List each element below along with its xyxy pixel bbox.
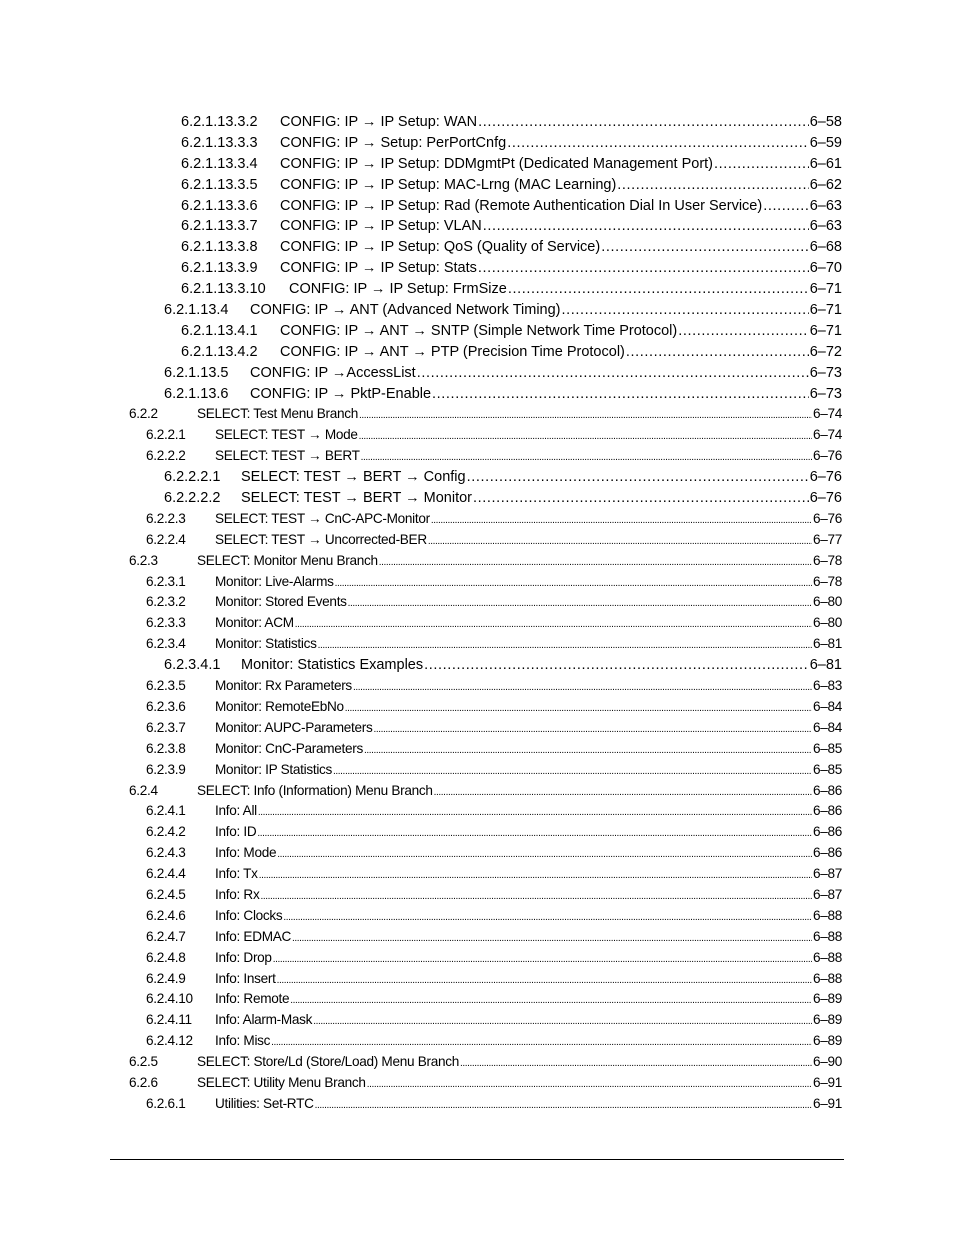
toc-dot-leader — [333, 762, 812, 783]
toc-entry-page: 6–71 — [809, 281, 842, 298]
toc-dot-leader — [361, 448, 812, 469]
toc-entry-title: Info: ID — [215, 822, 257, 843]
toc-entry-title: CONFIG: IP → IP Setup: QoS (Quality of Service) — [280, 237, 601, 258]
toc-dot-leader — [273, 950, 812, 971]
toc-dot-leader — [617, 175, 808, 196]
toc-entry-page: 6–89 — [812, 991, 842, 1007]
toc-entry-page: 6–84 — [812, 698, 842, 714]
toc-entry-body — [280, 112, 842, 133]
toc-entry-title: Monitor: RemoteEbNo — [215, 697, 345, 718]
toc-entry-number: 6.2.4.2 — [146, 824, 186, 840]
toc-entry[interactable] — [0, 989, 954, 1010]
toc-entry-number: 6.2.1.13.4.1 — [181, 322, 258, 339]
toc-entry-body — [280, 175, 842, 196]
toc-entry-body — [241, 488, 842, 509]
toc-entry-title: Info: Mode — [215, 843, 277, 864]
toc-entry-title: SELECT: Monitor Menu Branch — [197, 551, 379, 572]
toc-dot-leader — [763, 196, 809, 217]
toc-entry[interactable] — [0, 760, 954, 781]
toc-dot-leader — [335, 574, 812, 595]
toc-entry[interactable] — [0, 885, 954, 906]
toc-entry-page: 6–70 — [809, 260, 842, 277]
toc-entry[interactable] — [0, 781, 954, 802]
toc-entry-page: 6–87 — [812, 866, 842, 882]
toc-entry[interactable] — [0, 488, 954, 509]
toc-entry-page: 6–74 — [812, 427, 842, 443]
toc-entry-number: 6.2.3.8 — [146, 740, 186, 756]
toc-entry-number: 6.2.2.3 — [146, 510, 186, 526]
toc-dot-leader — [432, 384, 809, 405]
toc-entry-body — [215, 948, 842, 971]
toc-entry-title: Monitor: Statistics Examples — [241, 655, 424, 676]
toc-entry[interactable] — [0, 342, 954, 363]
toc-dot-leader — [359, 406, 812, 427]
toc-entry-page: 6–88 — [812, 928, 842, 944]
toc-entry-body — [250, 300, 842, 321]
toc-entry-number: 6.2.2 — [129, 406, 158, 422]
toc-entry-title: Info: Clocks — [215, 906, 283, 927]
toc-entry[interactable] — [0, 154, 954, 175]
toc-entry-page: 6–62 — [809, 176, 842, 193]
toc-entry-number: 6.2.1.13.4.2 — [181, 343, 258, 360]
toc-entry-page: 6–59 — [809, 134, 842, 151]
toc-entry-number: 6.2.4.5 — [146, 886, 186, 902]
toc-entry-title: CONFIG: IP → ANT → PTP (Precision Time Protocol) — [280, 342, 626, 363]
toc-entry[interactable] — [0, 906, 954, 927]
toc-entry-number: 6.2.4.8 — [146, 949, 186, 965]
toc-entry-page: 6–77 — [812, 531, 842, 547]
toc-entry-body — [215, 572, 842, 595]
toc-entry[interactable] — [0, 655, 954, 676]
toc-entry-page: 6–76 — [809, 490, 842, 507]
toc-entry-title: Info: Misc — [215, 1031, 271, 1052]
toc-entry-body — [215, 509, 842, 532]
toc-entry-body — [289, 279, 842, 300]
toc-dot-leader — [478, 112, 809, 133]
toc-entry-number: 6.2.1.13.4 — [164, 302, 229, 319]
toc-entry-title: CONFIG: IP → PktP-Enable — [250, 384, 432, 405]
toc-entry[interactable] — [0, 112, 954, 133]
toc-entry[interactable] — [0, 1094, 954, 1115]
toc-entry-number: 6.2.3 — [129, 552, 158, 568]
toc-dot-leader — [473, 488, 809, 509]
toc-entry-page: 6–71 — [809, 302, 842, 319]
toc-entry-body — [215, 1094, 842, 1117]
toc-entry[interactable] — [0, 864, 954, 885]
toc-dot-leader — [271, 1033, 812, 1054]
toc-entry-body — [280, 258, 842, 279]
toc-entry-title: SELECT: Store/Ld (Store/Load) Menu Branch — [197, 1052, 460, 1073]
toc-entry-page: 6–76 — [812, 448, 842, 464]
toc-entry-title: Monitor: Statistics — [215, 634, 318, 655]
toc-dot-leader — [367, 1075, 812, 1096]
toc-entry[interactable] — [0, 969, 954, 990]
toc-dot-leader — [258, 803, 812, 824]
toc-entry-title: Monitor: AUPC-Parameters — [215, 718, 374, 739]
toc-entry[interactable] — [0, 1010, 954, 1031]
toc-entry-number: 6.2.1.13.3.5 — [181, 176, 258, 193]
toc-entry-page: 6–78 — [812, 573, 842, 589]
toc-entry-number: 6.2.2.4 — [146, 531, 186, 547]
toc-entry-title: CONFIG: IP → IP Setup: MAC-Lrng (MAC Learning) — [280, 175, 617, 196]
toc-entry-title: CONFIG: IP → ANT (Advanced Network Timing) — [250, 300, 562, 321]
toc-entry[interactable] — [0, 446, 954, 467]
toc-entry-page: 6–90 — [812, 1054, 842, 1070]
footer-rule — [110, 1159, 844, 1160]
toc-entry[interactable] — [0, 697, 954, 718]
toc-entry-body — [215, 1010, 842, 1033]
toc-dot-leader — [428, 532, 812, 553]
toc-dot-leader — [562, 300, 809, 321]
toc-entry[interactable] — [0, 1073, 954, 1094]
toc-entry-title: SELECT: TEST → BERT → Config — [241, 467, 467, 488]
toc-entry-body — [215, 1031, 842, 1054]
toc-entry[interactable] — [0, 843, 954, 864]
toc-entry-body — [241, 467, 842, 488]
toc-entry-body — [241, 655, 842, 676]
toc-entry-page: 6–80 — [812, 615, 842, 631]
toc-entry-title: CONFIG: IP → Setup: PerPortCnfg — [280, 133, 507, 154]
toc-entry-number: 6.2.2.2.2 — [164, 490, 221, 507]
toc-entry-body — [197, 1073, 842, 1096]
toc-entry-page: 6–89 — [812, 1033, 842, 1049]
toc-entry-number: 6.2.3.9 — [146, 761, 186, 777]
toc-entry-number: 6.2.2.2 — [146, 448, 186, 464]
toc-dot-leader — [348, 594, 812, 615]
toc-dot-leader — [478, 258, 809, 279]
toc-entry-number: 6.2.1.13.3.9 — [181, 260, 258, 277]
toc-entry-number: 6.2.1.13.5 — [164, 364, 229, 381]
toc-entry-number: 6.2.1.13.3.7 — [181, 218, 258, 235]
toc-entry-title: CONFIG: IP → IP Setup: Stats — [280, 258, 478, 279]
toc-dot-leader — [508, 279, 809, 300]
toc-entry-page: 6–71 — [809, 322, 842, 339]
toc-entry-page: 6–74 — [812, 406, 842, 422]
toc-entry-title: SELECT: TEST → CnC-APC-Monitor — [215, 509, 431, 530]
toc-entry-page: 6–88 — [812, 970, 842, 986]
toc-entry-body — [280, 321, 842, 342]
toc-entry-body — [215, 927, 842, 950]
toc-entry[interactable] — [0, 216, 954, 237]
toc-entry-body — [280, 237, 842, 258]
toc-dot-leader — [417, 363, 809, 384]
toc-entry-title: CONFIG: IP →AccessList — [250, 363, 417, 384]
toc-entry[interactable] — [0, 196, 954, 217]
toc-entry-page: 6–63 — [809, 197, 842, 214]
toc-dot-leader — [467, 467, 809, 488]
toc-entry-body — [215, 801, 842, 824]
toc-entry[interactable] — [0, 572, 954, 593]
toc-entry[interactable] — [0, 425, 954, 446]
toc-dot-leader — [257, 824, 812, 845]
toc-entry-number: 6.2.1.13.3.2 — [181, 114, 258, 130]
toc-entry-body — [280, 342, 842, 363]
toc-entry-number: 6.2.1.13.3.10 — [181, 281, 266, 298]
toc-entry-number: 6.2.2.1 — [146, 427, 186, 443]
toc-entry-number: 6.2.3.1 — [146, 573, 186, 589]
toc-entry-page: 6–85 — [812, 740, 842, 756]
toc-dot-leader — [374, 720, 812, 741]
toc-entry-page: 6–73 — [809, 385, 842, 402]
toc-entry[interactable] — [0, 258, 954, 279]
toc-entry[interactable] — [0, 676, 954, 697]
toc-entry-title: Info: Remote — [215, 989, 290, 1010]
toc-entry-title: Monitor: Live-Alarms — [215, 572, 335, 593]
toc-entry-number: 6.2.3.5 — [146, 678, 186, 694]
toc-entry-number: 6.2.1.13.3.8 — [181, 239, 258, 256]
toc-entry[interactable] — [0, 530, 954, 551]
toc-entry-number: 6.2.3.7 — [146, 719, 186, 735]
toc-dot-leader — [626, 342, 809, 363]
toc-entry-page: 6–91 — [812, 1095, 842, 1111]
toc-entry-body — [250, 384, 842, 405]
toc-entry[interactable] — [0, 822, 954, 843]
toc-entry-page: 6–58 — [809, 114, 842, 130]
toc-entry-body — [215, 425, 842, 448]
toc-entry-body — [215, 697, 842, 720]
toc-entry-body — [197, 404, 842, 427]
toc-entry-body — [215, 613, 842, 636]
toc-entry-number: 6.2.3.2 — [146, 594, 186, 610]
toc-entry-page: 6–61 — [809, 155, 842, 172]
toc-entry-body — [215, 760, 842, 783]
toc-entry-number: 6.2.4 — [129, 782, 158, 798]
toc-entry[interactable] — [0, 801, 954, 822]
toc-entry-number: 6.2.4.10 — [146, 991, 193, 1007]
toc-entry[interactable] — [0, 175, 954, 196]
toc-entry-body — [215, 530, 842, 553]
toc-entry-page: 6–78 — [812, 552, 842, 568]
toc-entry[interactable] — [0, 948, 954, 969]
toc-dot-leader — [292, 929, 812, 950]
toc-dot-leader — [345, 699, 812, 720]
toc-entry-body — [197, 1052, 842, 1075]
toc-entry[interactable] — [0, 384, 954, 405]
toc-entry-body — [215, 906, 842, 929]
toc-entry[interactable] — [0, 133, 954, 154]
toc-dot-leader — [359, 427, 812, 448]
toc-entry-page: 6–80 — [812, 594, 842, 610]
toc-entry-body — [215, 739, 842, 762]
toc-entry[interactable] — [0, 321, 954, 342]
toc-entry-title: Monitor: IP Statistics — [215, 760, 333, 781]
toc-entry-page: 6–84 — [812, 719, 842, 735]
toc-entry-title: Info: Insert — [215, 969, 277, 990]
toc-entry-number: 6.2.6 — [129, 1074, 158, 1090]
toc-dot-leader — [424, 655, 809, 676]
toc-dot-leader — [431, 511, 812, 532]
toc-entry-title: SELECT: TEST → Uncorrected-BER — [215, 530, 428, 551]
toc-dot-leader — [353, 678, 812, 699]
toc-entry-title: SELECT: Utility Menu Branch — [197, 1073, 367, 1094]
toc-entry-body — [215, 885, 842, 908]
toc-dot-leader — [277, 971, 812, 992]
toc-entry[interactable] — [0, 1031, 954, 1052]
toc-entry-page: 6–68 — [809, 239, 842, 256]
toc-dot-leader — [277, 845, 812, 866]
toc-entry-title: Monitor: Rx Parameters — [215, 676, 353, 697]
toc-entry-body — [250, 363, 842, 384]
toc-entry-title: SELECT: TEST → Mode — [215, 425, 359, 446]
toc-entry-body — [215, 676, 842, 699]
toc-entry-title: Info: Rx — [215, 885, 260, 906]
toc-entry-number: 6.2.4.1 — [146, 803, 186, 819]
toc-dot-leader — [259, 866, 812, 887]
toc-entry-title: Monitor: CnC-Parameters — [215, 739, 364, 760]
toc-dot-leader — [260, 887, 812, 908]
toc-dot-leader — [601, 237, 809, 258]
toc-entry[interactable] — [0, 1052, 954, 1073]
toc-entry-page: 6–86 — [812, 782, 842, 798]
toc-entry-page: 6–81 — [809, 657, 842, 674]
toc-entry-body — [215, 969, 842, 992]
toc-dot-leader — [379, 553, 812, 574]
toc-entry-body — [197, 781, 842, 804]
toc-dot-leader — [318, 636, 812, 657]
toc-entry-number: 6.2.4.12 — [146, 1033, 193, 1049]
toc-entry-title: CONFIG: IP → ANT → SNTP (Simple Network Time Protocol) — [280, 321, 678, 342]
toc-entry[interactable] — [0, 509, 954, 530]
toc-entry[interactable] — [0, 300, 954, 321]
toc-entry-title: CONFIG: IP → IP Setup: FrmSize — [289, 279, 508, 300]
toc-entry-body — [215, 864, 842, 887]
toc-entry-title: SELECT: Test Menu Branch — [197, 404, 359, 425]
table-of-contents — [0, 112, 954, 1115]
toc-dot-leader — [714, 154, 809, 175]
toc-entry-body — [280, 154, 842, 175]
toc-dot-leader — [290, 991, 812, 1012]
toc-dot-leader — [295, 615, 812, 636]
toc-entry-title: Utilities: Set-RTC — [215, 1094, 315, 1115]
toc-entry-body — [215, 634, 842, 657]
toc-entry[interactable] — [0, 237, 954, 258]
toc-entry-body — [215, 592, 842, 615]
toc-entry-title: CONFIG: IP → IP Setup: WAN — [280, 112, 478, 133]
toc-entry-page: 6–83 — [812, 678, 842, 694]
toc-entry-page: 6–73 — [809, 364, 842, 381]
toc-entry-number: 6.2.3.4 — [146, 636, 186, 652]
toc-entry-page: 6–86 — [812, 845, 842, 861]
toc-entry[interactable] — [0, 718, 954, 739]
toc-entry-title: Info: EDMAC — [215, 927, 292, 948]
toc-entry-page: 6–88 — [812, 907, 842, 923]
toc-entry-title: Info: Drop — [215, 948, 273, 969]
toc-entry-page: 6–86 — [812, 824, 842, 840]
toc-entry-number: 6.2.1.13.3.3 — [181, 134, 258, 151]
toc-entry-title: Monitor: Stored Events — [215, 592, 348, 613]
toc-entry-number: 6.2.2.2.1 — [164, 469, 221, 486]
toc-entry-page: 6–76 — [809, 469, 842, 486]
toc-dot-leader — [678, 321, 809, 342]
toc-entry[interactable] — [0, 592, 954, 613]
toc-entry-number: 6.2.1.13.6 — [164, 385, 229, 402]
toc-entry-body — [197, 551, 842, 574]
toc-entry-page: 6–86 — [812, 803, 842, 819]
toc-entry-page: 6–88 — [812, 949, 842, 965]
toc-entry-title: SELECT: TEST → BERT → Monitor — [241, 488, 473, 509]
toc-entry-number: 6.2.3.6 — [146, 698, 186, 714]
toc-entry-body — [280, 216, 842, 237]
toc-entry-number: 6.2.4.3 — [146, 845, 186, 861]
toc-entry-title: SELECT: Info (Information) Menu Branch — [197, 781, 434, 802]
toc-entry-page: 6–85 — [812, 761, 842, 777]
toc-entry-title: CONFIG: IP → IP Setup: VLAN — [280, 216, 483, 237]
toc-entry[interactable] — [0, 363, 954, 384]
toc-entry[interactable] — [0, 551, 954, 572]
toc-entry-title: CONFIG: IP → IP Setup: Rad (Remote Authentication Dial In User Service) — [280, 196, 763, 217]
toc-dot-leader — [507, 133, 809, 154]
toc-entry[interactable] — [0, 634, 954, 655]
toc-dot-leader — [283, 908, 812, 929]
toc-entry-number: 6.2.4.9 — [146, 970, 186, 986]
toc-entry-number: 6.2.1.13.3.6 — [181, 197, 258, 214]
toc-entry-body — [215, 989, 842, 1012]
toc-entry-title: Info: All — [215, 801, 258, 822]
toc-entry-page: 6–91 — [812, 1074, 842, 1090]
toc-entry-title: Info: Alarm-Mask — [215, 1010, 313, 1031]
toc-entry-page: 6–81 — [812, 636, 842, 652]
toc-entry-body — [280, 196, 842, 217]
toc-entry-page: 6–72 — [809, 343, 842, 360]
toc-entry-title: CONFIG: IP → IP Setup: DDMgmtPt (Dedicated Management Port) — [280, 154, 714, 175]
toc-entry-page: 6–76 — [812, 510, 842, 526]
toc-entry-title: Info: Tx — [215, 864, 259, 885]
toc-dot-leader — [434, 783, 812, 804]
toc-entry[interactable] — [0, 467, 954, 488]
toc-dot-leader — [460, 1054, 812, 1075]
toc-entry-number: 6.2.4.4 — [146, 866, 186, 882]
toc-entry-number: 6.2.4.7 — [146, 928, 186, 944]
toc-entry[interactable] — [0, 927, 954, 948]
toc-entry-title: Monitor: ACM — [215, 613, 295, 634]
toc-entry-page: 6–87 — [812, 886, 842, 902]
toc-entry[interactable] — [0, 613, 954, 634]
toc-dot-leader — [483, 216, 809, 237]
toc-entry-number: 6.2.6.1 — [146, 1095, 186, 1111]
toc-entry-page: 6–63 — [809, 218, 842, 235]
toc-dot-leader — [315, 1096, 812, 1117]
toc-entry[interactable] — [0, 279, 954, 300]
toc-entry-number: 6.2.4.6 — [146, 907, 186, 923]
toc-entry[interactable] — [0, 404, 954, 425]
toc-entry[interactable] — [0, 739, 954, 760]
toc-entry-page: 6–89 — [812, 1012, 842, 1028]
toc-entry-body — [215, 843, 842, 866]
toc-dot-leader — [364, 741, 812, 762]
toc-entry-number: 6.2.1.13.3.4 — [181, 155, 258, 172]
toc-entry-number: 6.2.3.4.1 — [164, 657, 221, 674]
toc-entry-body — [280, 133, 842, 154]
toc-entry-body — [215, 446, 842, 469]
toc-entry-number: 6.2.3.3 — [146, 615, 186, 631]
toc-entry-number: 6.2.5 — [129, 1054, 158, 1070]
toc-entry-body — [215, 822, 842, 845]
toc-entry-number: 6.2.4.11 — [146, 1012, 192, 1028]
toc-entry-title: SELECT: TEST → BERT — [215, 446, 361, 467]
toc-dot-leader — [313, 1012, 812, 1033]
toc-entry-body — [215, 718, 842, 741]
